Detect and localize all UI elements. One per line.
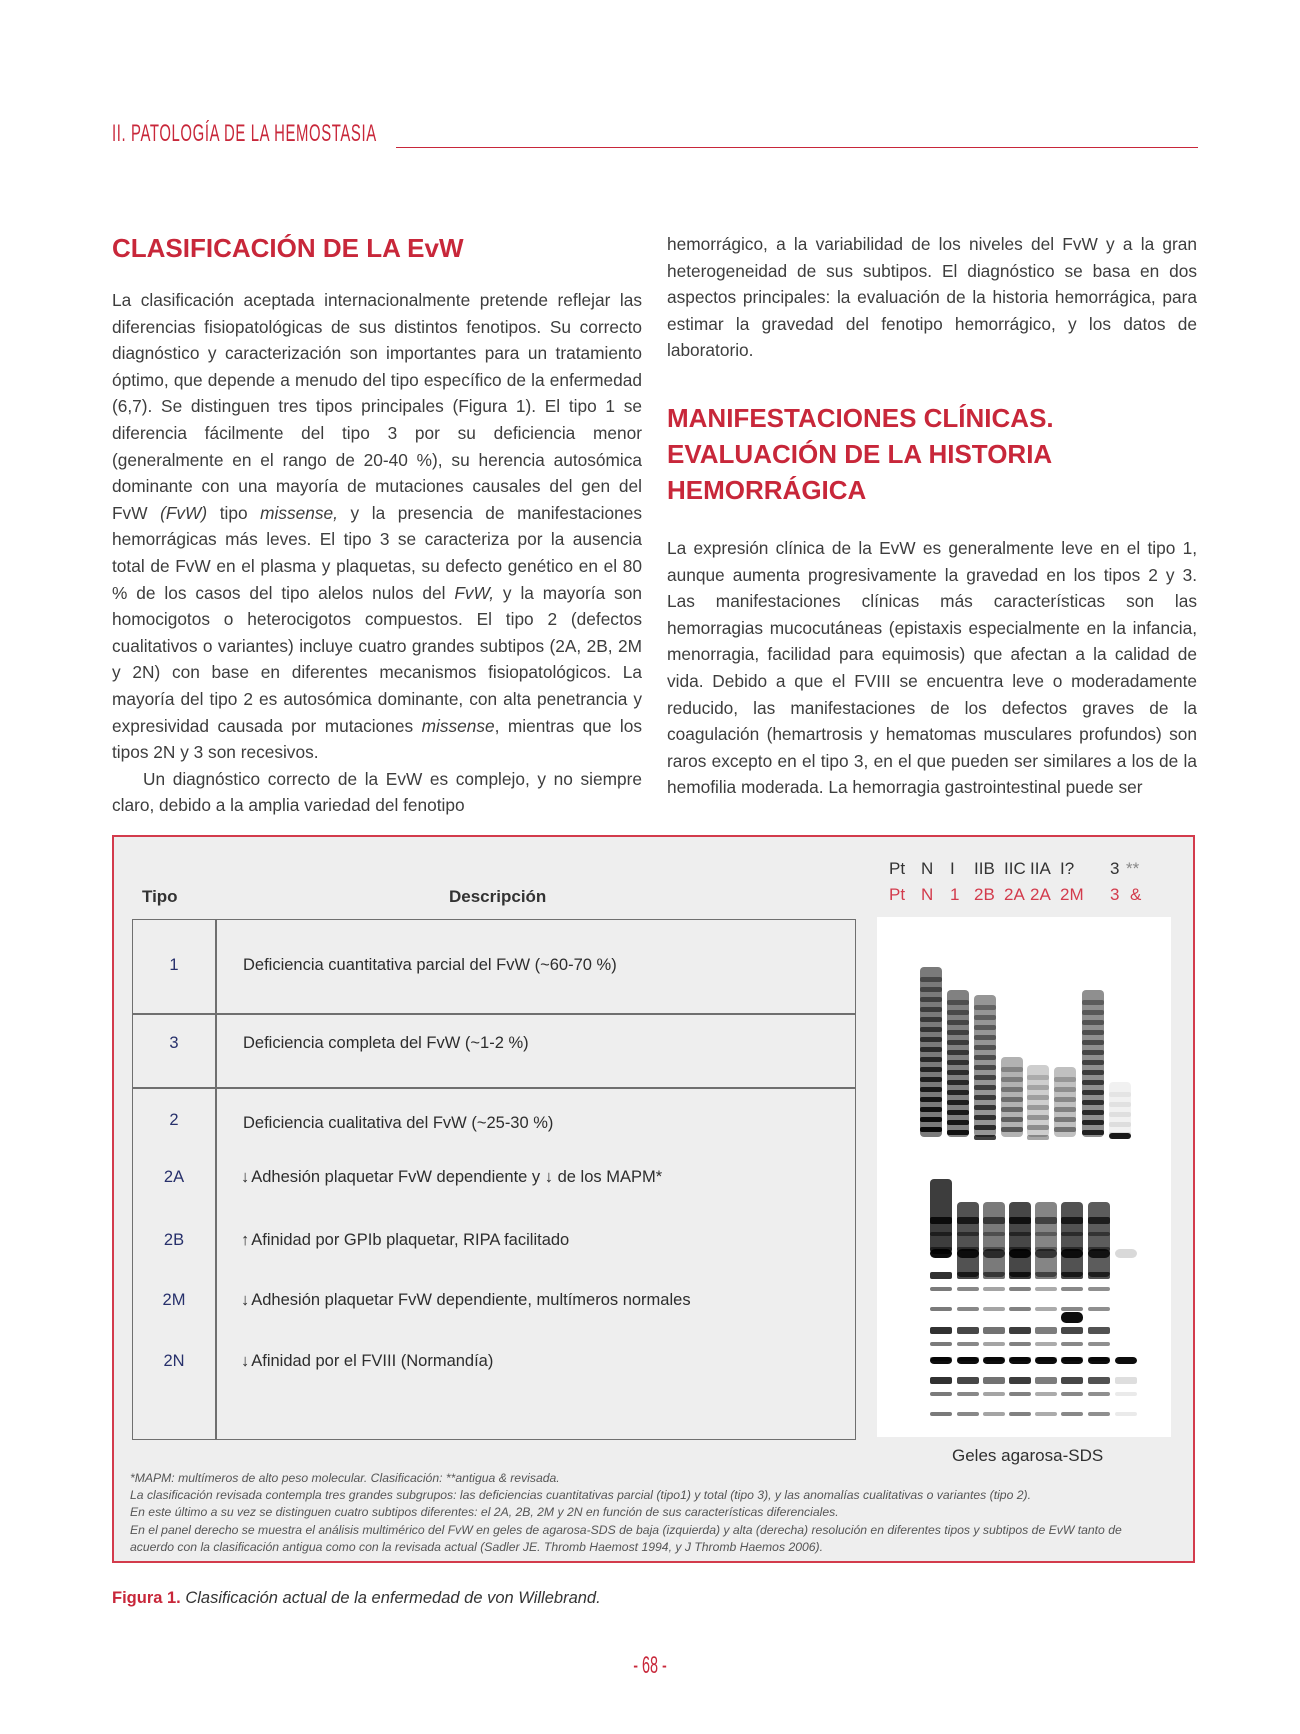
gel-band [947, 1040, 969, 1045]
gel-band [930, 1249, 952, 1258]
gel-band [1001, 1077, 1023, 1082]
note-line: acuerdo con la clasificación antigua como con la revisada actual (Sadler JE. Thromb Haemost 1994, y J Thromb Haemos 2006). [130, 1539, 823, 1554]
table-header-tipo: Tipo [142, 887, 178, 906]
gel-band [957, 1377, 979, 1384]
figure-caption [112, 1589, 601, 1608]
gel-band [920, 1117, 942, 1122]
gel-band [920, 1087, 942, 1092]
gel-band [1035, 1249, 1057, 1258]
gel-band [1082, 1020, 1104, 1025]
gel-band [1061, 1217, 1083, 1224]
gel-band [983, 1392, 1005, 1396]
gel-band [1082, 1000, 1104, 1005]
gel-band [1035, 1287, 1057, 1291]
gel-band [930, 1412, 952, 1416]
gel-band [1001, 1087, 1023, 1092]
gel-band [920, 1037, 942, 1042]
gel-band [930, 1342, 952, 1346]
gel-band [1109, 1082, 1131, 1137]
gel-band [1054, 1107, 1076, 1112]
table-header-descripcion: Descripción [449, 887, 547, 906]
gel-band [983, 1232, 1005, 1236]
text-run: y la presencia de manifestaciones hemorrágicas más leves. El tipo 3 se caracteriza por la ausencia total de FvW en el plasma y plaquetas, su defecto genético en el 80 % de los casos del tipo alelos nulos del [112, 502, 642, 603]
gel-band [983, 1202, 1005, 1277]
gel-band [1009, 1217, 1031, 1224]
gel-band [920, 977, 942, 982]
gel-band [974, 1085, 996, 1090]
gel-band [1061, 1392, 1083, 1396]
gel-band [1109, 1133, 1131, 1139]
table-divider [133, 1013, 855, 1015]
gel-band [920, 1097, 942, 1102]
gel-band [920, 1017, 942, 1022]
gel-band [1061, 1272, 1083, 1279]
gel-band [1061, 1342, 1083, 1346]
paragraph-continuation: hemorrágico, a la variabilidad de los niveles del FvW y a la gran heterogeneidad de sus subtipos. El diagnóstico se basa en dos aspectos principales: la evaluación de la historia hemorrágica, para estimar la gravedad del fenotipo hemorrágico, y los datos de laboratorio. [667, 234, 1197, 361]
gel-band [1027, 1135, 1049, 1140]
gel-band [930, 1179, 952, 1254]
gel-band [947, 1120, 969, 1125]
gel-band [1061, 1249, 1083, 1258]
gel-image [877, 917, 1171, 1437]
gel-band [1115, 1357, 1137, 1364]
gel-electrophoresis-image [877, 917, 1171, 1437]
italic-term: missense [421, 715, 495, 736]
gel-band [1061, 1232, 1083, 1236]
gel-band [930, 1217, 952, 1224]
gel-band [983, 1249, 1005, 1258]
gel-band [957, 1232, 979, 1236]
note-line: En el panel derecho se muestra el análisis multimérico del FvW en geles de agarosa-SDS de baja (izquierda) y alta (derecha) resolución en diferentes tipos y subtipos de EvW tanto de [130, 1522, 1122, 1537]
section-heading-manifestaciones [667, 400, 1197, 508]
gel-band [1009, 1377, 1031, 1384]
gel-band [920, 997, 942, 1002]
gel-band [920, 987, 942, 992]
gel-band [1009, 1202, 1031, 1277]
gel-band [947, 1100, 969, 1105]
gel-band [1035, 1342, 1057, 1346]
gel-band [983, 1357, 1005, 1364]
gel-band [983, 1272, 1005, 1279]
gel-band [974, 1105, 996, 1110]
gel-band [1088, 1307, 1110, 1311]
gel-band [1115, 1412, 1137, 1416]
gel-band [957, 1342, 979, 1346]
gel-band [974, 1095, 996, 1100]
gel-band [1115, 1249, 1137, 1258]
gel-band [957, 1392, 979, 1396]
gel-band [1088, 1287, 1110, 1291]
heading-line: HEMORRÁGICA [667, 474, 867, 505]
gel-band [1035, 1232, 1057, 1236]
gel-band [1088, 1392, 1110, 1396]
table-row-tipo: 3 [169, 1034, 179, 1052]
paragraph-diagnostico: Un diagnóstico correcto de la EvW es complejo, y no siempre claro, debido a la amplia variedad del fenotipo [112, 768, 642, 816]
gel-band [1088, 1272, 1110, 1279]
running-head [112, 118, 1198, 152]
classification-table [132, 919, 856, 1440]
gel-band [1009, 1392, 1031, 1396]
chapter-title: II. PATOLOGÍA DE LA HEMOSTASIA [112, 120, 377, 147]
gel-band [974, 1015, 996, 1020]
gel-band [974, 1025, 996, 1030]
table-divider-vertical [215, 920, 217, 1439]
gel-band [947, 1060, 969, 1065]
gel-band [1082, 1040, 1104, 1045]
gel-band [947, 1110, 969, 1115]
gel-band [983, 1412, 1005, 1416]
gel-band [974, 1115, 996, 1120]
gel-band [957, 1357, 979, 1364]
table-row-tipo: 2N [163, 1352, 185, 1370]
gel-band [1054, 1127, 1076, 1132]
gel-band [1054, 1087, 1076, 1092]
figure-label: Figura 1. [112, 1589, 181, 1607]
gel-band [957, 1412, 979, 1416]
gel-band [1061, 1412, 1083, 1416]
gel-band [947, 1130, 969, 1135]
gel-band [1109, 1102, 1131, 1107]
gel-band [947, 1050, 969, 1055]
gel-band [1061, 1287, 1083, 1291]
table-row-desc: Deficiencia cualitativa del FvW (~25-30 %) [243, 1114, 554, 1132]
figure-1: Tipo Descripción 1 Deficiencia cuantitativa parcial del FvW (~60-70 %) 3 Deficiencia completa del FvW (~1-2 %) 2 Deficiencia cualitativa del FvW (~25-30 %) 2A ↓ Adhesión plaquetar FvW dependiente y ↓ de los MAPM* 2B ↑ Afinidad por GPIb plaquetar, RIPA facilitado 2M ↓ Adhesión plaquetar FvW dependiente, multímeros normales 2N ↓ Afinidad por el FVIII (Normandía) Pt N I IIB IIC IIA I? 3 ** Pt N 1 2B 2A 2A 2M 3 & Geles agarosa-SDS *MAPM: multímeros de alto peso molecular. Clasificación: **antigua & revisada. La clasificación revisada contempla tres grandes subgrupos: las deficiencias cuantitativas parcial (tipo1) y total (tipo 3), y las anomalías cualitativas o variantes (tipo 2). En este último a su vez se distinguen cuatro subtipos diferentes: el 2A, 2B, 2M y 2N en función de sus características diferenciales. En el panel derecho se muestra el análisis multimérico del FvW en geles de agarosa-SDS de baja (izquierda) y alta (derecha) resolución en diferentes tipos y subtipos de EvW tanto de acuerdo con la clasificación antigua como con la revisada actual (Sadler JE. Thromb Haemost 1994, y J Thromb Haemos 2006). [112, 835, 1195, 1563]
gel-band [1082, 1100, 1104, 1105]
table-row-tipo: 2M [162, 1291, 186, 1309]
gel-band [983, 1377, 1005, 1384]
gel-band [1035, 1202, 1057, 1277]
gel-band [1082, 1130, 1104, 1135]
table-row-tipo: 2 [169, 1111, 179, 1129]
gel-band [1054, 1077, 1076, 1082]
gel-band [920, 1057, 942, 1062]
table-row-desc: ↑ Afinidad por GPIb plaquetar, RIPA facilitado [241, 1231, 570, 1249]
gel-band [920, 1107, 942, 1112]
gel-band [957, 1307, 979, 1311]
note-line: En este último a su vez se distinguen cuatro subtipos diferentes: el 2A, 2B, 2M y 2N en función de sus características diferenciales. [130, 1505, 839, 1520]
table-row-desc: ↓ Adhesión plaquetar FvW dependiente, multímeros normales [241, 1291, 691, 1309]
gel-band [974, 1035, 996, 1040]
gel-band [974, 1075, 996, 1080]
gel-band [1082, 1070, 1104, 1075]
gel-band [974, 1005, 996, 1010]
gel-band [1061, 1357, 1083, 1364]
gel-band [957, 1202, 979, 1277]
gel-band [1009, 1357, 1031, 1364]
gel-band [1035, 1327, 1057, 1334]
gel-band [1027, 1115, 1049, 1120]
gel-band [1001, 1067, 1023, 1072]
table-row-tipo: 2B [163, 1231, 185, 1249]
gel-band [957, 1249, 979, 1258]
gel-band [930, 1357, 952, 1364]
gel-band [1082, 1090, 1104, 1095]
gel-band [1082, 1050, 1104, 1055]
right-column [667, 231, 1197, 801]
italic-term: missense, [260, 502, 338, 523]
figure-notes [130, 1470, 1180, 1556]
gel-band [1088, 1249, 1110, 1258]
table-divider [133, 1087, 855, 1089]
gel-band [920, 1127, 942, 1132]
gel-band [1082, 1110, 1104, 1115]
text-run: y la mayoría son homocigotos o heterocigotos compuestos. El tipo 2 (defectos cualitativos o variantes) incluye cuatro grandes subtipos (2A, 2B, 2M y 2N) con base en diferentes mecanismos fisiopatológicos. La mayoría del tipo 2 es autosómica dominante, con alta penetrancia y expresividad causada por mutaciones [112, 582, 642, 736]
gel-band [920, 1077, 942, 1082]
gel-band [1082, 1080, 1104, 1085]
gel-band [1109, 1112, 1131, 1117]
note-line: La clasificación revisada contempla tres grandes subgrupos: las deficiencias cuantitativas parcial (tipo1) y total (tipo 3), y las anomalías cualitativas o variantes (tipo 2). [130, 1488, 1031, 1503]
gel-band [1035, 1272, 1057, 1279]
gel-band [1088, 1412, 1110, 1416]
gel-band [1061, 1202, 1083, 1277]
gel-band [1088, 1357, 1110, 1364]
gel-band [1088, 1377, 1110, 1384]
paragraph-clasificacion [112, 287, 642, 766]
gel-band [1001, 1107, 1023, 1112]
gel-band [983, 1342, 1005, 1346]
gel-band [1027, 1105, 1049, 1110]
gel-band [1035, 1217, 1057, 1224]
gel-band [1009, 1307, 1031, 1311]
gel-band [1061, 1307, 1083, 1311]
gel-band [947, 1070, 969, 1075]
header-rule [396, 147, 1198, 148]
gel-band [920, 1007, 942, 1012]
gel-band [1088, 1217, 1110, 1224]
gel-band [1109, 1122, 1131, 1127]
gel-band [983, 1327, 1005, 1334]
gel-band [930, 1392, 952, 1396]
gel-band [1035, 1392, 1057, 1396]
gel-band [947, 1080, 969, 1085]
gel-band [1115, 1392, 1137, 1396]
gel-band [930, 1272, 952, 1279]
table-row-tipo: 2A [163, 1168, 185, 1186]
gel-band [947, 1090, 969, 1095]
gel-band [920, 1067, 942, 1072]
gel-band [1088, 1202, 1110, 1277]
table-row-desc: ↓ Afinidad por el FVIII (Normandía) [241, 1352, 494, 1370]
gel-band [957, 1272, 979, 1279]
gel-band [947, 1000, 969, 1005]
gel-band [983, 1217, 1005, 1224]
gel-band [1001, 1097, 1023, 1102]
heading-line: MANIFESTACIONES CLÍNICAS. [667, 402, 1054, 433]
gel-band [1035, 1307, 1057, 1311]
gel-band [1035, 1357, 1057, 1364]
table-row-desc: ↓ Adhesión plaquetar FvW dependiente y ↓ de los MAPM* [241, 1168, 663, 1186]
gel-band [947, 1020, 969, 1025]
gel-band [947, 1030, 969, 1035]
note-line: *MAPM: multímeros de alto peso molecular. Clasificación: **antigua & revisada. [130, 1471, 560, 1485]
gel-band [1009, 1232, 1031, 1236]
gel-band [930, 1287, 952, 1291]
gel-band [1082, 1010, 1104, 1015]
gel-band [1082, 1030, 1104, 1035]
gel-band [1054, 1097, 1076, 1102]
gel-band [1009, 1249, 1031, 1258]
gel-band [974, 1065, 996, 1070]
gel-band [1061, 1312, 1083, 1323]
gel-band [1009, 1412, 1031, 1416]
gel-band [1082, 1120, 1104, 1125]
gel-band [974, 1045, 996, 1050]
italic-term: FvW, [454, 582, 495, 603]
section-heading-clasificacion: CLASIFICACIÓN DE LA EvW [112, 233, 464, 263]
gel-band [1027, 1085, 1049, 1090]
gel-band [1054, 1117, 1076, 1122]
gel-band [957, 1327, 979, 1334]
gel-band [983, 1307, 1005, 1311]
gel-band [957, 1287, 979, 1291]
gel-band [920, 1027, 942, 1032]
gel-band [930, 1377, 952, 1384]
italic-term: (FvW) [160, 502, 208, 523]
text-run: , mientras que los tipos 2N y 3 son recesivos. [112, 715, 642, 763]
gel-band [930, 1327, 952, 1334]
gel-band [983, 1287, 1005, 1291]
gel-band [1035, 1412, 1057, 1416]
gel-band [930, 1232, 952, 1236]
text-run: tipo [207, 502, 261, 523]
gel-band [1027, 1095, 1049, 1100]
gel-band [920, 1047, 942, 1052]
gel-band [1035, 1377, 1057, 1384]
gel-band [1088, 1342, 1110, 1346]
gel-band [1061, 1377, 1083, 1384]
gel-band [1082, 1060, 1104, 1065]
gel-band [1009, 1327, 1031, 1334]
gel-band [1027, 1075, 1049, 1080]
gel-band [1009, 1342, 1031, 1346]
gel-band [1009, 1287, 1031, 1291]
heading-line: EVALUACIÓN DE LA HISTORIA [667, 438, 1053, 469]
gel-band [1027, 1125, 1049, 1130]
gel-band [1001, 1127, 1023, 1132]
figure-caption-text: Clasificación actual de la enfermedad de von Willebrand. [180, 1589, 601, 1607]
gel-band [1001, 1117, 1023, 1122]
gel-band [974, 1135, 996, 1140]
left-column [112, 230, 642, 819]
paragraph-manifestaciones: La expresión clínica de la EvW es generalmente leve en el tipo 1, aunque aumenta progresivamente la gravedad en los tipos 2 y 3. Las manifestaciones clínicas más características son las hemorragias mucocutáneas (epistaxis especialmente en la infancia, menorragia, facilidad para equimosis) que afectan a la calidad de vida. Debido a que el FVIII se encuentra leve o moderadamente reducido, las manifestaciones de los defectos graves de la coagulación (hemartrosis y hematomas musculares profundos) son raros excepto en el tipo 3, en el que pueden ser similares a los de la hemofilia moderada. La hemorragia gastrointestinal puede ser [667, 537, 1197, 798]
gel-band [930, 1307, 952, 1311]
gel-band [957, 1217, 979, 1224]
gel-band [1109, 1092, 1131, 1097]
gel-caption: Geles agarosa-SDS [952, 1446, 1104, 1465]
gel-band [1115, 1377, 1137, 1384]
table-row-desc: Deficiencia completa del FvW (~1-2 %) [243, 1034, 529, 1052]
gel-band [947, 1010, 969, 1015]
page-number: - 68 - [633, 1652, 667, 1679]
table-row-desc: Deficiencia cuantitativa parcial del FvW (~60-70 %) [243, 956, 617, 974]
gel-band [974, 1055, 996, 1060]
text-run: La clasificación aceptada internacionalmente pretende reflejar las diferencias fisiopatológicas de sus distintos fenotipos. Su correcto diagnóstico y caracterización son importantes para un tratamiento óptimo, que depende a menudo del tipo específico de la enfermedad (6,7). Se distinguen tres tipos principales (Figura 1). El tipo 1 se diferencia fácilmente del tipo 3 por su deficiencia menor (generalmente en el rango de 20-40 %), su herencia autosómica dominante con una mayoría de mutaciones causales del gen del FvW [112, 290, 642, 523]
gel-band [1009, 1272, 1031, 1279]
gel-band [1061, 1327, 1083, 1334]
gel-band [1088, 1327, 1110, 1334]
table-row-tipo: 1 [169, 956, 179, 974]
gel-band [1088, 1232, 1110, 1236]
gel-band [974, 1125, 996, 1130]
